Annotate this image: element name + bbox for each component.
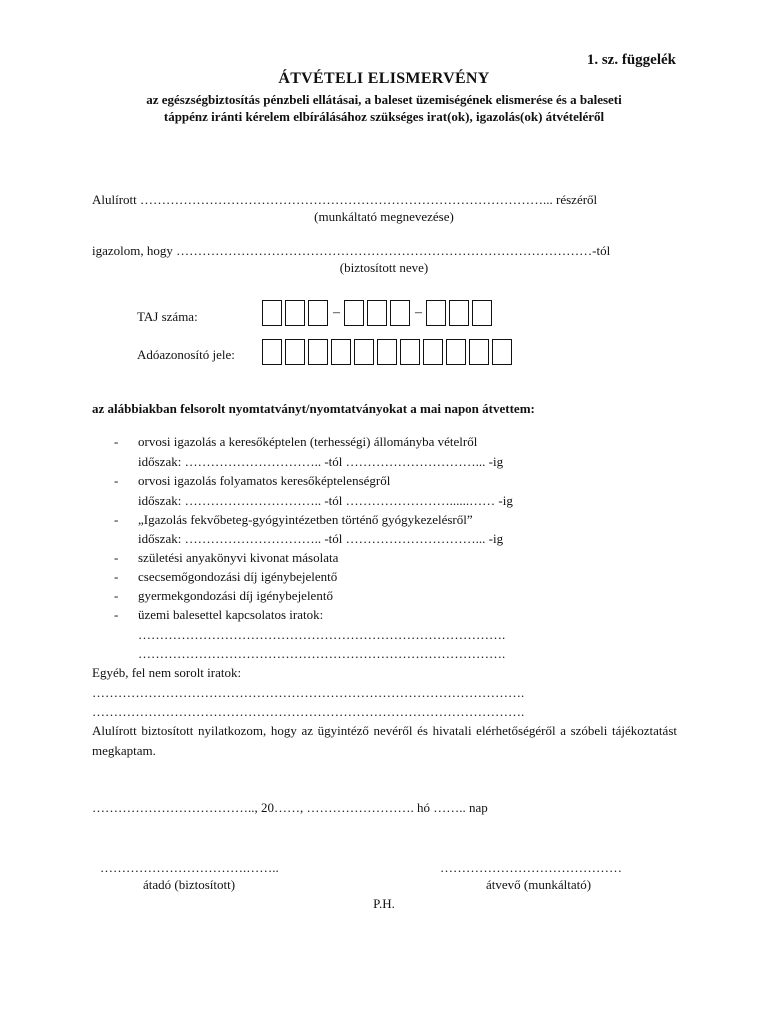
list-bullet: -: [114, 512, 119, 527]
tax-id-digit-box[interactable]: [377, 339, 397, 365]
tax-id-label: Adóazonosító jele:: [137, 347, 235, 362]
document-title: ÁTVÉTELI ELISMERVÉNY: [278, 70, 490, 87]
taj-number-boxes[interactable]: [262, 300, 495, 326]
taj-separator: –: [333, 305, 340, 320]
employer-caption: (munkáltató megnevezése): [314, 209, 454, 224]
taj-digit-box[interactable]: [367, 300, 387, 326]
list-item-hospital-certificate: „Igazolás fekvőbeteg-gyógyintézetben történő gyógykezelésről”: [138, 512, 473, 527]
tax-id-digit-box[interactable]: [469, 339, 489, 365]
period-line-item2[interactable]: időszak: ………………………….. -tól ……………………......…… -ig: [138, 493, 513, 508]
taj-digit-box[interactable]: [344, 300, 364, 326]
insured-line[interactable]: igazolom, hogy ……………………………………………………………………………………-tól: [92, 243, 611, 258]
accident-documents-line1[interactable]: ………………………………………………………………………….: [138, 627, 506, 642]
period-line-item1[interactable]: időszak: ………………………….. -tól …………………………... -ig: [138, 454, 504, 469]
list-item-childcare-allowance: gyermekgondozási díj igénybejelentő: [138, 588, 333, 603]
document-subtitle-line1: az egészségbiztosítás pénzbeli ellátásai, a baleset üzemiségének elismerése és a baleseti: [146, 92, 622, 107]
tax-id-digit-box[interactable]: [285, 339, 305, 365]
tax-id-digit-box[interactable]: [492, 339, 512, 365]
list-bullet: -: [114, 473, 119, 488]
signature-caption-receiver: átvevő (munkáltató): [486, 877, 592, 892]
accident-documents-line2[interactable]: ………………………………………………………………………….: [138, 646, 506, 661]
list-bullet: -: [114, 550, 119, 565]
document-subtitle-line2: táppénz iránti kérelem elbírálásához szükséges irat(ok), igazolás(ok) átvételéről: [163, 109, 605, 124]
list-item-sick-leave-certificate: orvosi igazolás a keresőképtelen (terhességi) állományba vételről: [138, 434, 478, 449]
list-item-workplace-accident-documents: üzemi balesettel kapcsolatos iratok:: [138, 607, 324, 622]
tax-id-digit-box[interactable]: [423, 339, 443, 365]
period-line-item3[interactable]: időszak: ………………………….. -tól …………………………... -ig: [138, 531, 504, 546]
other-documents-label: Egyéb, fel nem sorolt iratok:: [92, 665, 242, 680]
taj-separator: –: [415, 305, 422, 320]
signature-line-receiver[interactable]: ……………………………………: [440, 860, 622, 875]
stamp-placeholder: P.H.: [373, 896, 395, 911]
signature-line-handover[interactable]: …………………………….……..: [100, 860, 279, 875]
tax-id-digit-box[interactable]: [262, 339, 282, 365]
insured-caption: (biztosított neve): [339, 260, 429, 275]
tax-id-digit-box[interactable]: [308, 339, 328, 365]
taj-digit-box[interactable]: [426, 300, 446, 326]
taj-digit-box[interactable]: [308, 300, 328, 326]
date-line[interactable]: ……………………………….., 20……, ……………………. hó …….. nap: [92, 800, 488, 815]
other-documents-line2[interactable]: ……………………………………………………………………………………….: [92, 704, 525, 719]
employer-line[interactable]: Alulírott …………………………………………………………………………………... részéről: [92, 192, 598, 207]
list-bullet: -: [114, 569, 119, 584]
taj-digit-box[interactable]: [262, 300, 282, 326]
list-bullet: -: [114, 434, 119, 449]
list-item-birth-certificate: születési anyakönyvi kivonat másolata: [138, 550, 339, 565]
appendix-label: 1. sz. függelék: [586, 52, 676, 68]
list-item-continuous-sick-leave: orvosi igazolás folyamatos keresőképtelenségről: [138, 473, 391, 488]
tax-id-digit-box[interactable]: [446, 339, 466, 365]
taj-label: TAJ száma:: [137, 309, 198, 324]
list-bullet: -: [114, 588, 119, 603]
taj-digit-box[interactable]: [472, 300, 492, 326]
list-item-infant-care-allowance: csecsemőgondozási díj igénybejelentő: [138, 569, 338, 584]
insured-statement: Alulírott biztosított nyilatkozom, hogy az ügyintéző nevéről és hivatali elérhetőségéről a szóbeli tájékoztatást megkaptam.: [92, 723, 677, 758]
other-documents-line1[interactable]: ……………………………………………………………………………………….: [92, 685, 525, 700]
taj-digit-box[interactable]: [449, 300, 469, 326]
taj-digit-box[interactable]: [285, 300, 305, 326]
tax-id-digit-box[interactable]: [331, 339, 351, 365]
taj-digit-box[interactable]: [390, 300, 410, 326]
list-bullet: -: [114, 607, 119, 622]
tax-id-boxes[interactable]: [262, 339, 515, 365]
received-intro: az alábbiakban felsorolt nyomtatványt/nyomtatványokat a mai napon átvettem:: [92, 401, 535, 416]
signature-caption-handover: átadó (biztosított): [143, 877, 236, 892]
tax-id-digit-box[interactable]: [354, 339, 374, 365]
tax-id-digit-box[interactable]: [400, 339, 420, 365]
